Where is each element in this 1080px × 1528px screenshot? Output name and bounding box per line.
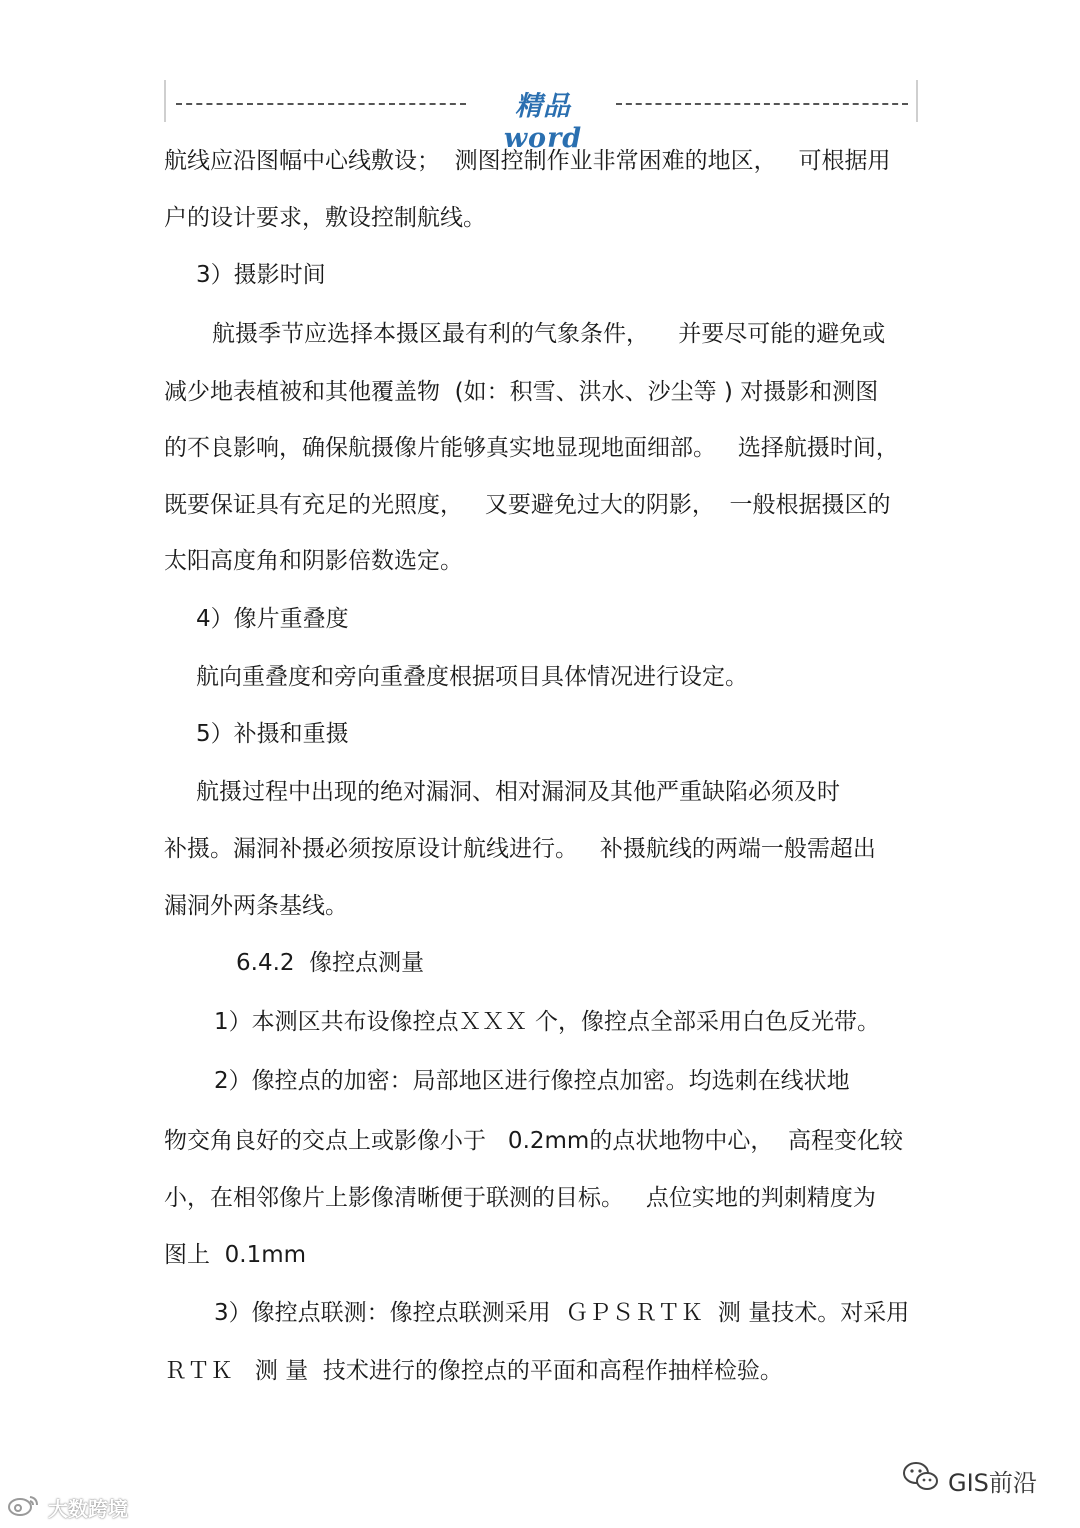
paragraph-line: 减少地表植被和其他覆盖物 (如：积雪、洪水、沙尘等 ) 对摄影和测图 <box>164 379 879 405</box>
watermark-right-text: GIS前沿 <box>948 1468 1037 1497</box>
watermark-left <box>6 1494 128 1520</box>
paragraph-line: 户的设计要求，敷设控制航线。 <box>164 205 486 231</box>
weibo-logo-icon <box>6 1493 42 1522</box>
paragraph-line: 漏洞外两条基线。 <box>164 893 348 919</box>
header-right-border <box>916 80 918 122</box>
paragraph-line: 1）本测区共布设像控点ＸＸＸ 个，像控点全部采用白色反光带。 <box>214 1009 880 1035</box>
paragraph-line: 3）像控点联测：像控点联测采用 ＧＰＳＲＴＫ 测 量技术。对采用 <box>214 1300 910 1326</box>
paragraph-line: 航摄过程中出现的绝对漏洞、相对漏洞及其他严重缺陷必须及时 <box>196 779 840 805</box>
subsection-heading: 6.4.2 像控点测量 <box>236 950 425 976</box>
paragraph-line: 2）像控点的加密：局部地区进行像控点加密。均选刺在线状地 <box>214 1068 850 1094</box>
paragraph-line: 补摄。漏洞补摄必须按原设计航线进行。 补摄航线的两端一般需超出 <box>164 836 876 862</box>
paragraph-line: 既要保证具有充足的光照度， 又要避免过大的阴影， 一般根据摄区的 <box>164 492 891 518</box>
paragraph-line: 太阳高度角和阴影倍数选定。 <box>164 548 463 574</box>
wechat-logo-icon <box>902 1461 940 1499</box>
paragraph-line: ＲＴＫ 测 量 技术进行的像控点的平面和高程作抽样检验。 <box>164 1358 783 1384</box>
section-heading: 3）摄影时间 <box>196 262 326 288</box>
header-dashed-rule-right <box>616 103 908 105</box>
watermark-left-text: 大数跨境 <box>48 1496 128 1521</box>
header-dashed-rule-left <box>176 103 466 105</box>
paragraph-line: 的不良影响，确保航摄像片能够真实地显现地面细部。 选择航摄时间， <box>164 435 899 461</box>
watermark-right <box>902 1460 1037 1500</box>
header-title: 精品word <box>503 91 583 154</box>
paragraph-line: 图上 0.1mm <box>164 1242 307 1268</box>
paragraph-line: 航摄季节应选择本摄区最有利的气象条件， 并要尽可能的避免或 <box>212 321 886 347</box>
page-header <box>164 80 918 154</box>
paragraph-line: 航向重叠度和旁向重叠度根据项目具体情况进行设定。 <box>196 664 748 690</box>
paragraph-line: 小，在相邻像片上影像清晰便于联测的目标。 点位实地的判刺精度为 <box>164 1185 876 1211</box>
paragraph-line: 航线应沿图幅中心线敷设； 测图控制作业非常困难的地区， 可根据用 <box>164 148 891 174</box>
section-heading: 5）补摄和重摄 <box>196 721 349 747</box>
header-left-border <box>164 80 166 122</box>
paragraph-line: 物交角良好的交点上或影像小于 0.2mm的点状地物中心， 高程变化较 <box>164 1128 903 1154</box>
section-heading: 4）像片重叠度 <box>196 606 349 632</box>
